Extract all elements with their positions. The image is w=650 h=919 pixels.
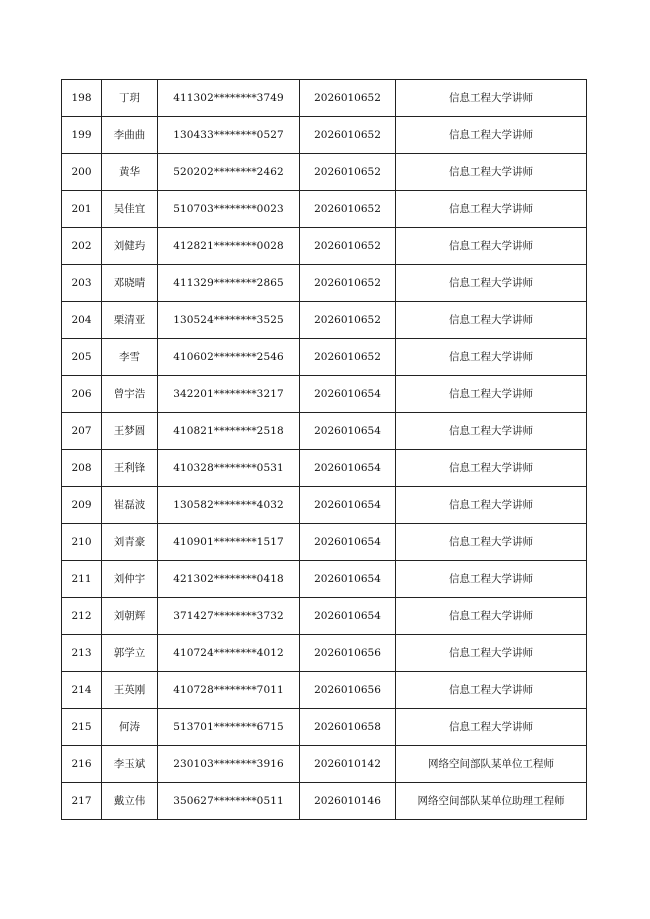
table-row bbox=[62, 80, 587, 117]
row-index: 214 bbox=[62, 672, 102, 709]
id-number: 510703********0023 bbox=[158, 191, 300, 228]
position-title: 信息工程大学讲师 bbox=[396, 376, 587, 413]
position-code: 2026010656 bbox=[300, 672, 396, 709]
position-title: 信息工程大学讲师 bbox=[396, 80, 587, 117]
id-number: 410328********0531 bbox=[158, 450, 300, 487]
person-name: 丁玥 bbox=[102, 80, 158, 117]
position-code: 2026010146 bbox=[300, 783, 396, 820]
row-index: 217 bbox=[62, 783, 102, 820]
position-code: 2026010654 bbox=[300, 524, 396, 561]
position-code: 2026010652 bbox=[300, 191, 396, 228]
person-name: 吴佳宜 bbox=[102, 191, 158, 228]
person-name: 刘健玙 bbox=[102, 228, 158, 265]
table-row bbox=[62, 339, 587, 376]
table-row bbox=[62, 783, 587, 820]
person-name: 李雪 bbox=[102, 339, 158, 376]
position-code: 2026010652 bbox=[300, 117, 396, 154]
person-name: 刘仲宇 bbox=[102, 561, 158, 598]
position-title: 信息工程大学讲师 bbox=[396, 561, 587, 598]
table-row bbox=[62, 561, 587, 598]
table-row bbox=[62, 635, 587, 672]
table-row bbox=[62, 672, 587, 709]
position-title: 信息工程大学讲师 bbox=[396, 598, 587, 635]
position-code: 2026010654 bbox=[300, 598, 396, 635]
person-name: 李玉斌 bbox=[102, 746, 158, 783]
position-code: 2026010654 bbox=[300, 487, 396, 524]
person-name: 王利锋 bbox=[102, 450, 158, 487]
table-row bbox=[62, 376, 587, 413]
person-name: 黄华 bbox=[102, 154, 158, 191]
row-index: 202 bbox=[62, 228, 102, 265]
table-row bbox=[62, 746, 587, 783]
table-row bbox=[62, 302, 587, 339]
position-title: 网络空间部队某单位助理工程师 bbox=[396, 783, 587, 820]
row-index: 210 bbox=[62, 524, 102, 561]
row-index: 201 bbox=[62, 191, 102, 228]
person-name: 何涛 bbox=[102, 709, 158, 746]
person-name: 刘朝辉 bbox=[102, 598, 158, 635]
id-number: 411302********3749 bbox=[158, 80, 300, 117]
roster-sheet bbox=[61, 79, 586, 820]
row-index: 200 bbox=[62, 154, 102, 191]
position-title: 网络空间部队某单位工程师 bbox=[396, 746, 587, 783]
id-number: 410724********4012 bbox=[158, 635, 300, 672]
position-code: 2026010654 bbox=[300, 413, 396, 450]
person-name: 李曲曲 bbox=[102, 117, 158, 154]
position-code: 2026010652 bbox=[300, 80, 396, 117]
row-index: 213 bbox=[62, 635, 102, 672]
table-row bbox=[62, 191, 587, 228]
id-number: 410821********2518 bbox=[158, 413, 300, 450]
id-number: 410901********1517 bbox=[158, 524, 300, 561]
id-number: 412821********0028 bbox=[158, 228, 300, 265]
id-number: 371427********3732 bbox=[158, 598, 300, 635]
position-title: 信息工程大学讲师 bbox=[396, 524, 587, 561]
row-index: 199 bbox=[62, 117, 102, 154]
table-row bbox=[62, 709, 587, 746]
id-number: 130433********0527 bbox=[158, 117, 300, 154]
id-number: 520202********2462 bbox=[158, 154, 300, 191]
roster-table-body bbox=[62, 80, 587, 820]
row-index: 212 bbox=[62, 598, 102, 635]
table-row bbox=[62, 117, 587, 154]
row-index: 211 bbox=[62, 561, 102, 598]
row-index: 203 bbox=[62, 265, 102, 302]
person-name: 栗清亚 bbox=[102, 302, 158, 339]
row-index: 207 bbox=[62, 413, 102, 450]
position-code: 2026010654 bbox=[300, 561, 396, 598]
table-row bbox=[62, 487, 587, 524]
position-title: 信息工程大学讲师 bbox=[396, 635, 587, 672]
id-number: 421302********0418 bbox=[158, 561, 300, 598]
position-code: 2026010652 bbox=[300, 302, 396, 339]
person-name: 曾宇浩 bbox=[102, 376, 158, 413]
id-number: 410602********2546 bbox=[158, 339, 300, 376]
position-code: 2026010652 bbox=[300, 339, 396, 376]
table-row bbox=[62, 154, 587, 191]
id-number: 130524********3525 bbox=[158, 302, 300, 339]
row-index: 206 bbox=[62, 376, 102, 413]
position-title: 信息工程大学讲师 bbox=[396, 413, 587, 450]
position-code: 2026010652 bbox=[300, 265, 396, 302]
row-index: 215 bbox=[62, 709, 102, 746]
position-code: 2026010652 bbox=[300, 154, 396, 191]
position-title: 信息工程大学讲师 bbox=[396, 117, 587, 154]
position-title: 信息工程大学讲师 bbox=[396, 709, 587, 746]
person-name: 刘青豪 bbox=[102, 524, 158, 561]
roster-table bbox=[61, 79, 587, 820]
position-code: 2026010652 bbox=[300, 228, 396, 265]
id-number: 410728********7011 bbox=[158, 672, 300, 709]
position-title: 信息工程大学讲师 bbox=[396, 302, 587, 339]
table-row bbox=[62, 413, 587, 450]
row-index: 198 bbox=[62, 80, 102, 117]
id-number: 342201********3217 bbox=[158, 376, 300, 413]
position-title: 信息工程大学讲师 bbox=[396, 339, 587, 376]
table-row bbox=[62, 450, 587, 487]
position-title: 信息工程大学讲师 bbox=[396, 487, 587, 524]
table-row bbox=[62, 265, 587, 302]
position-code: 2026010142 bbox=[300, 746, 396, 783]
id-number: 411329********2865 bbox=[158, 265, 300, 302]
id-number: 350627********0511 bbox=[158, 783, 300, 820]
position-code: 2026010658 bbox=[300, 709, 396, 746]
position-code: 2026010656 bbox=[300, 635, 396, 672]
row-index: 209 bbox=[62, 487, 102, 524]
id-number: 513701********6715 bbox=[158, 709, 300, 746]
position-title: 信息工程大学讲师 bbox=[396, 672, 587, 709]
position-title: 信息工程大学讲师 bbox=[396, 191, 587, 228]
row-index: 205 bbox=[62, 339, 102, 376]
id-number: 230103********3916 bbox=[158, 746, 300, 783]
table-row bbox=[62, 598, 587, 635]
position-title: 信息工程大学讲师 bbox=[396, 228, 587, 265]
table-row bbox=[62, 524, 587, 561]
person-name: 崔磊波 bbox=[102, 487, 158, 524]
row-index: 216 bbox=[62, 746, 102, 783]
person-name: 邓晓晴 bbox=[102, 265, 158, 302]
position-title: 信息工程大学讲师 bbox=[396, 265, 587, 302]
table-row bbox=[62, 228, 587, 265]
person-name: 王梦圆 bbox=[102, 413, 158, 450]
id-number: 130582********4032 bbox=[158, 487, 300, 524]
position-code: 2026010654 bbox=[300, 450, 396, 487]
row-index: 204 bbox=[62, 302, 102, 339]
position-title: 信息工程大学讲师 bbox=[396, 450, 587, 487]
person-name: 戴立伟 bbox=[102, 783, 158, 820]
person-name: 王英刚 bbox=[102, 672, 158, 709]
position-code: 2026010654 bbox=[300, 376, 396, 413]
row-index: 208 bbox=[62, 450, 102, 487]
position-title: 信息工程大学讲师 bbox=[396, 154, 587, 191]
person-name: 郭学立 bbox=[102, 635, 158, 672]
